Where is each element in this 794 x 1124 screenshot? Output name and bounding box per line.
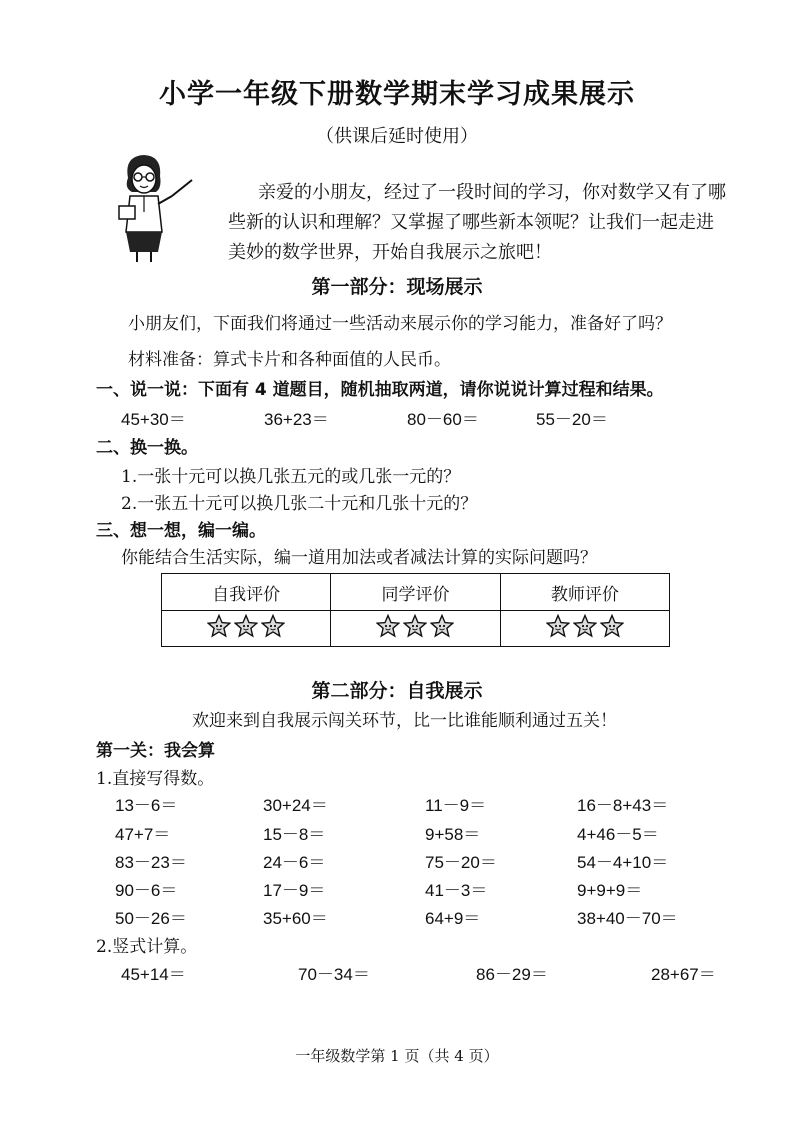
eval-stars-peer[interactable]: [331, 611, 500, 647]
q1-item: 36+23＝: [264, 410, 329, 429]
grid-item: 11－9＝: [425, 796, 487, 815]
grid-item: 17－9＝: [263, 881, 326, 900]
grid-item: 50－26＝: [115, 909, 187, 928]
q2-item: 2.一张五十元可以换几张二十元和几张十元的？: [121, 494, 478, 514]
q1-item: 45+30＝: [121, 410, 186, 429]
page-title: 小学一年级下册数学期末学习成果展示: [159, 79, 635, 110]
grid-item: 13－6＝: [115, 796, 178, 815]
part1-heading: 第一部分：现场展示: [311, 276, 483, 298]
grid-item: 41－3＝: [425, 881, 488, 900]
grid-item: 75－20＝: [425, 853, 497, 872]
grid-item: 9+9+9＝: [577, 881, 643, 900]
eval-header-self: 自我评价: [162, 574, 331, 611]
grid-item: 9+58＝: [425, 825, 481, 844]
star-icon[interactable]: [376, 614, 400, 638]
grid-item: 4+46－5＝: [577, 825, 659, 844]
intro-line-2: 些新的认识和理解？又掌握了哪些新本领呢？让我们一起走进: [228, 212, 714, 233]
star-icon[interactable]: [403, 614, 427, 638]
star-icon[interactable]: [234, 614, 258, 638]
page-footer: 一年级数学第 1 页（共 4 页）: [295, 1047, 499, 1065]
star-icon[interactable]: [207, 614, 231, 638]
part2-lead: 欢迎来到自我展示闯关环节，比一比谁能顺利通过五关！: [192, 711, 617, 731]
eval-header-teacher: 教师评价: [500, 574, 669, 611]
star-icon[interactable]: [600, 614, 624, 638]
q1-item: 80－60＝: [407, 410, 479, 429]
level1-title: 第一关：我会算: [96, 741, 215, 761]
vertical-item: 28+67＝: [651, 965, 716, 984]
q3-text: 你能结合生活实际，编一道用加法或者减法计算的实际问题吗？: [121, 548, 597, 568]
materials: 材料准备：算式卡片和各种面值的人民币。: [128, 350, 451, 370]
sub1-title: 1.直接写得数。: [96, 769, 215, 789]
sub2-title: 2.竖式计算。: [96, 937, 198, 957]
star-icon[interactable]: [261, 614, 285, 638]
grid-item: 90－6＝: [115, 881, 178, 900]
grid-item: 16－8+43＝: [577, 796, 669, 815]
q2-item: 1.一张十元可以换几张五元的或几张一元的？: [121, 467, 461, 487]
grid-item: 24－6＝: [263, 853, 326, 872]
grid-item: 54－4+10＝: [577, 853, 669, 872]
star-icon[interactable]: [546, 614, 570, 638]
vertical-item: 45+14＝: [121, 965, 186, 984]
part2-heading: 第二部分：自我展示: [311, 680, 483, 702]
q2-title: 二、换一换。: [96, 438, 198, 458]
intro-line-1: 亲爱的小朋友，经过了一段时间的学习，你对数学又有了哪: [258, 182, 726, 203]
grid-item: 47+7＝: [115, 825, 171, 844]
vertical-item: 86－29＝: [476, 965, 548, 984]
eval-header-peer: 同学评价: [331, 574, 500, 611]
intro-line-3: 美妙的数学世界，开始自我展示之旅吧！: [228, 242, 552, 263]
grid-item: 15－8＝: [263, 825, 326, 844]
grid-item: 38+40－70＝: [577, 909, 678, 928]
grid-item: 64+9＝: [425, 909, 481, 928]
part1-lead: 小朋友们，下面我们将通过一些活动来展示你的学习能力，准备好了吗？: [128, 314, 672, 334]
q3-title: 三、想一想，编一编。: [96, 521, 266, 541]
grid-item: 30+24＝: [263, 796, 328, 815]
vertical-item: 70－34＝: [298, 965, 370, 984]
eval-stars-teacher[interactable]: [500, 611, 669, 647]
eval-stars-self[interactable]: [162, 611, 331, 647]
grid-item: 83－23＝: [115, 853, 187, 872]
q1-title: 一、说一说：下面有 4 道题目，随机抽取两道，请你说说计算过程和结果。: [96, 380, 664, 400]
teacher-illustration: [110, 152, 195, 264]
star-icon[interactable]: [573, 614, 597, 638]
star-icon[interactable]: [430, 614, 454, 638]
evaluation-table: [161, 573, 670, 647]
q1-item: 55－20＝: [536, 410, 608, 429]
page-subtitle: （供课后延时使用）: [316, 126, 478, 147]
grid-item: 35+60＝: [263, 909, 328, 928]
